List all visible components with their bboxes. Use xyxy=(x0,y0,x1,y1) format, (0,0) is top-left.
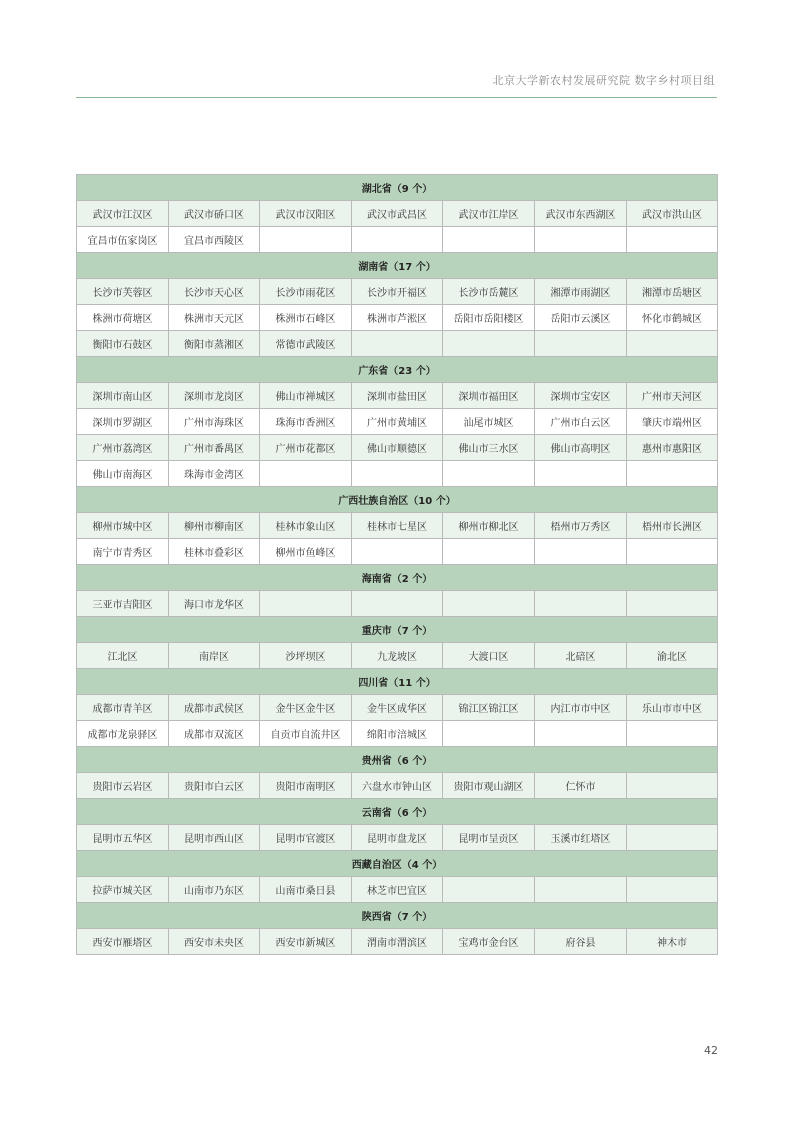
district-cell xyxy=(443,877,535,903)
district-cell: 贵阳市观山湖区 xyxy=(443,773,535,799)
district-cell: 大渡口区 xyxy=(443,643,535,669)
district-table-container xyxy=(76,174,717,955)
district-cell: 株洲市芦淞区 xyxy=(352,305,443,331)
district-cell: 佛山市禅城区 xyxy=(260,383,352,409)
district-cell xyxy=(627,825,718,851)
district-cell xyxy=(352,331,443,357)
district-cell: 柳州市柳北区 xyxy=(443,513,535,539)
district-cell: 武汉市东西湖区 xyxy=(535,201,627,227)
district-cell: 玉溪市红塔区 xyxy=(535,825,627,851)
table-row xyxy=(77,513,718,539)
province-title: 贵州省（6 个） xyxy=(77,747,718,773)
district-cell: 仁怀市 xyxy=(535,773,627,799)
table-row xyxy=(77,695,718,721)
district-cell xyxy=(627,877,718,903)
district-cell xyxy=(260,591,352,617)
table-row xyxy=(77,721,718,747)
district-cell: 佛山市三水区 xyxy=(443,435,535,461)
district-cell xyxy=(535,461,627,487)
district-cell: 神木市 xyxy=(627,929,718,955)
table-row xyxy=(77,461,718,487)
district-cell xyxy=(352,539,443,565)
table-row xyxy=(77,929,718,955)
district-cell: 宝鸡市金台区 xyxy=(443,929,535,955)
district-cell: 武汉市汉阳区 xyxy=(260,201,352,227)
district-table xyxy=(76,174,718,955)
district-cell: 株洲市石峰区 xyxy=(260,305,352,331)
district-cell: 绵阳市涪城区 xyxy=(352,721,443,747)
table-row xyxy=(77,331,718,357)
table-row xyxy=(77,409,718,435)
district-cell: 湘潭市雨湖区 xyxy=(535,279,627,305)
district-cell: 金牛区金牛区 xyxy=(260,695,352,721)
district-cell: 衡阳市石鼓区 xyxy=(77,331,169,357)
province-header-row xyxy=(77,487,718,513)
district-cell: 昆明市官渡区 xyxy=(260,825,352,851)
province-title: 云南省（6 个） xyxy=(77,799,718,825)
district-cell: 株洲市荷塘区 xyxy=(77,305,169,331)
district-cell: 南宁市青秀区 xyxy=(77,539,169,565)
district-cell: 长沙市雨花区 xyxy=(260,279,352,305)
district-cell: 宜昌市伍家岗区 xyxy=(77,227,169,253)
district-cell: 昆明市呈贡区 xyxy=(443,825,535,851)
district-cell: 渝北区 xyxy=(627,643,718,669)
district-cell: 拉萨市城关区 xyxy=(77,877,169,903)
district-cell xyxy=(535,331,627,357)
district-cell: 武汉市江岸区 xyxy=(443,201,535,227)
province-header-row xyxy=(77,851,718,877)
district-cell: 武汉市洪山区 xyxy=(627,201,718,227)
province-title: 陕西省（7 个） xyxy=(77,903,718,929)
district-cell xyxy=(627,721,718,747)
table-row xyxy=(77,877,718,903)
district-cell: 九龙坡区 xyxy=(352,643,443,669)
district-cell: 昆明市西山区 xyxy=(169,825,260,851)
district-cell: 深圳市罗湖区 xyxy=(77,409,169,435)
province-title: 西藏自治区（4 个） xyxy=(77,851,718,877)
district-cell: 深圳市福田区 xyxy=(443,383,535,409)
district-cell: 武汉市武昌区 xyxy=(352,201,443,227)
district-cell: 岳阳市岳阳楼区 xyxy=(443,305,535,331)
province-title: 四川省（11 个） xyxy=(77,669,718,695)
district-cell: 广州市海珠区 xyxy=(169,409,260,435)
district-cell: 成都市武侯区 xyxy=(169,695,260,721)
district-cell: 沙坪坝区 xyxy=(260,643,352,669)
district-cell xyxy=(535,539,627,565)
district-cell xyxy=(260,461,352,487)
district-cell: 深圳市盐田区 xyxy=(352,383,443,409)
district-cell: 长沙市岳麓区 xyxy=(443,279,535,305)
district-cell: 深圳市龙岗区 xyxy=(169,383,260,409)
district-cell: 武汉市硚口区 xyxy=(169,201,260,227)
province-header-row xyxy=(77,799,718,825)
district-cell xyxy=(352,591,443,617)
district-cell: 衡阳市蒸湘区 xyxy=(169,331,260,357)
district-cell: 广州市荔湾区 xyxy=(77,435,169,461)
district-cell xyxy=(535,877,627,903)
district-cell: 武汉市江汉区 xyxy=(77,201,169,227)
district-cell: 南岸区 xyxy=(169,643,260,669)
district-cell: 广州市天河区 xyxy=(627,383,718,409)
district-cell: 宜昌市西陵区 xyxy=(169,227,260,253)
district-cell xyxy=(627,331,718,357)
district-cell: 株洲市天元区 xyxy=(169,305,260,331)
district-cell: 成都市青羊区 xyxy=(77,695,169,721)
province-title: 湖南省（17 个） xyxy=(77,253,718,279)
table-row xyxy=(77,773,718,799)
district-cell xyxy=(627,591,718,617)
district-cell xyxy=(627,539,718,565)
district-cell xyxy=(627,773,718,799)
district-cell: 林芝市巴宜区 xyxy=(352,877,443,903)
province-header-row xyxy=(77,175,718,201)
district-cell: 金牛区成华区 xyxy=(352,695,443,721)
district-cell: 岳阳市云溪区 xyxy=(535,305,627,331)
district-cell: 珠海市香洲区 xyxy=(260,409,352,435)
district-cell: 乐山市市中区 xyxy=(627,695,718,721)
table-row xyxy=(77,201,718,227)
district-cell: 内江市市中区 xyxy=(535,695,627,721)
district-cell: 桂林市叠彩区 xyxy=(169,539,260,565)
district-cell: 桂林市象山区 xyxy=(260,513,352,539)
district-cell: 汕尾市城区 xyxy=(443,409,535,435)
district-cell xyxy=(535,591,627,617)
district-cell: 贵阳市南明区 xyxy=(260,773,352,799)
district-cell: 贵阳市云岩区 xyxy=(77,773,169,799)
district-cell: 佛山市南海区 xyxy=(77,461,169,487)
district-cell: 广州市番禺区 xyxy=(169,435,260,461)
district-cell: 昆明市五华区 xyxy=(77,825,169,851)
page-header xyxy=(76,0,717,98)
province-header-row xyxy=(77,747,718,773)
district-cell: 六盘水市钟山区 xyxy=(352,773,443,799)
district-cell: 山南市乃东区 xyxy=(169,877,260,903)
table-row xyxy=(77,227,718,253)
district-cell: 常德市武陵区 xyxy=(260,331,352,357)
district-table-body xyxy=(77,175,718,955)
district-cell: 海口市龙华区 xyxy=(169,591,260,617)
district-cell: 江北区 xyxy=(77,643,169,669)
district-cell xyxy=(443,331,535,357)
district-cell: 贵阳市白云区 xyxy=(169,773,260,799)
district-cell xyxy=(443,591,535,617)
province-title: 广东省（23 个） xyxy=(77,357,718,383)
district-cell: 深圳市南山区 xyxy=(77,383,169,409)
province-header-row xyxy=(77,669,718,695)
district-cell: 府谷县 xyxy=(535,929,627,955)
province-header-row xyxy=(77,903,718,929)
page-number: 42 xyxy=(704,1044,718,1057)
district-cell: 长沙市天心区 xyxy=(169,279,260,305)
district-cell xyxy=(352,227,443,253)
district-cell xyxy=(352,461,443,487)
province-title: 重庆市（7 个） xyxy=(77,617,718,643)
district-cell: 广州市黄埔区 xyxy=(352,409,443,435)
district-cell: 柳州市柳南区 xyxy=(169,513,260,539)
district-cell: 长沙市开福区 xyxy=(352,279,443,305)
district-cell xyxy=(443,539,535,565)
district-cell: 湘潭市岳塘区 xyxy=(627,279,718,305)
header-title: 北京大学新农村发展研究院 数字乡村项目组 xyxy=(492,74,715,87)
district-cell: 西安市新城区 xyxy=(260,929,352,955)
district-cell: 珠海市金湾区 xyxy=(169,461,260,487)
district-cell xyxy=(260,227,352,253)
table-row xyxy=(77,591,718,617)
district-cell: 渭南市渭滨区 xyxy=(352,929,443,955)
district-cell: 长沙市芙蓉区 xyxy=(77,279,169,305)
table-row xyxy=(77,539,718,565)
table-row xyxy=(77,643,718,669)
district-cell: 成都市双流区 xyxy=(169,721,260,747)
district-cell: 北碚区 xyxy=(535,643,627,669)
province-header-row xyxy=(77,565,718,591)
district-cell: 桂林市七星区 xyxy=(352,513,443,539)
table-row xyxy=(77,279,718,305)
province-title: 湖北省（9 个） xyxy=(77,175,718,201)
district-cell: 梧州市长洲区 xyxy=(627,513,718,539)
province-title: 海南省（2 个） xyxy=(77,565,718,591)
district-cell: 怀化市鹤城区 xyxy=(627,305,718,331)
district-cell: 佛山市顺德区 xyxy=(352,435,443,461)
district-cell: 深圳市宝安区 xyxy=(535,383,627,409)
table-row xyxy=(77,435,718,461)
district-cell: 柳州市鱼峰区 xyxy=(260,539,352,565)
district-cell xyxy=(443,227,535,253)
district-cell: 梧州市万秀区 xyxy=(535,513,627,539)
district-cell: 西安市雁塔区 xyxy=(77,929,169,955)
province-header-row xyxy=(77,617,718,643)
district-cell xyxy=(627,227,718,253)
district-cell: 肇庆市端州区 xyxy=(627,409,718,435)
district-cell xyxy=(443,721,535,747)
district-cell: 柳州市城中区 xyxy=(77,513,169,539)
district-cell: 自贡市自流井区 xyxy=(260,721,352,747)
district-cell: 成都市龙泉驿区 xyxy=(77,721,169,747)
province-title: 广西壮族自治区（10 个） xyxy=(77,487,718,513)
district-cell: 广州市花都区 xyxy=(260,435,352,461)
district-cell: 佛山市高明区 xyxy=(535,435,627,461)
district-cell: 西安市未央区 xyxy=(169,929,260,955)
district-cell: 锦江区锦江区 xyxy=(443,695,535,721)
district-cell: 三亚市吉阳区 xyxy=(77,591,169,617)
table-row xyxy=(77,383,718,409)
district-cell: 山南市桑日县 xyxy=(260,877,352,903)
province-header-row xyxy=(77,357,718,383)
district-cell: 惠州市惠阳区 xyxy=(627,435,718,461)
table-row xyxy=(77,825,718,851)
district-cell: 昆明市盘龙区 xyxy=(352,825,443,851)
province-header-row xyxy=(77,253,718,279)
district-cell xyxy=(627,461,718,487)
district-cell xyxy=(443,461,535,487)
district-cell xyxy=(535,721,627,747)
table-row xyxy=(77,305,718,331)
district-cell: 广州市白云区 xyxy=(535,409,627,435)
district-cell xyxy=(535,227,627,253)
